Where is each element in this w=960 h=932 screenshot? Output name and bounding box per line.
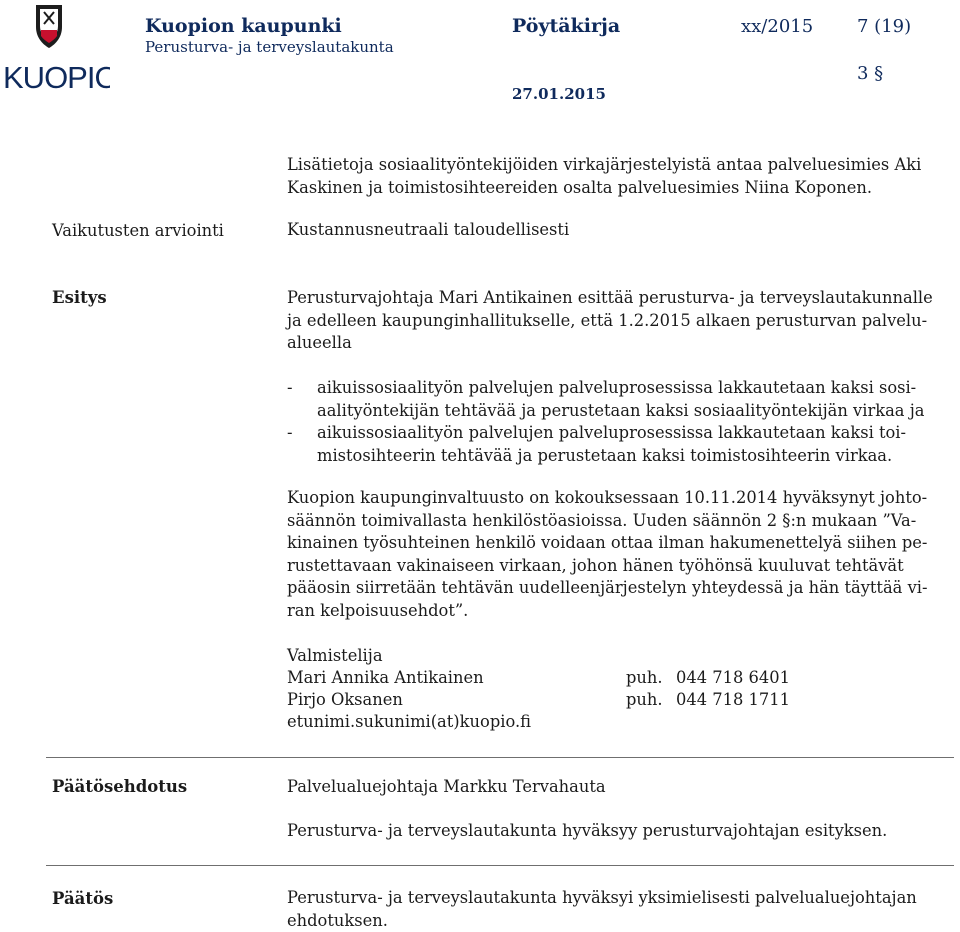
decision-line: ehdotuksen. — [287, 910, 388, 930]
contact-phone-label: puh. — [626, 690, 663, 709]
bullet-line: aalityöntekijän tehtävää ja perustetaan kaksi sosiaalityöntekijän virkaa ja — [317, 400, 925, 420]
kuopio-coat-of-arms-icon — [0, 0, 110, 100]
bullet-line: mistosihteerin tehtävää ja perustetaan kaksi toimistosihteerin virkaa. — [317, 445, 893, 465]
meeting-date: 27.01.2015 — [512, 85, 606, 103]
paragraph-line: ran kelpoisuusehdot”. — [287, 600, 469, 620]
logo-text: KUOPIO — [3, 60, 110, 95]
bullet-item — [317, 377, 924, 422]
proposal-intro — [287, 287, 933, 355]
org-name: Kuopion kaupunki — [145, 15, 342, 37]
contact-email: etunimi.sukunimi(at)kuopio.fi — [287, 712, 531, 731]
contact-phone: 044 718 6401 — [676, 668, 790, 687]
additional-info-line: Kaskinen ja toimistosihteereiden osalta palveluesimies Niina Koponen. — [287, 177, 873, 197]
paragraph-line: Kuopion kaupunginvaltuusto on kokouksessaan 10.11.2014 hyväksynyt johto- — [287, 488, 928, 507]
preparer-heading: Valmistelija — [287, 646, 383, 665]
impact-label: Vaikutusten arviointi — [52, 221, 224, 240]
board-name: Perusturva- ja terveyslautakunta — [145, 38, 394, 56]
additional-info — [287, 154, 921, 199]
impact-text: Kustannusneutraali taloudellisesti — [287, 220, 570, 239]
decision-proposal-author: Palvelualuejohtaja Markku Tervahauta — [287, 777, 606, 796]
doc-number: xx/2015 — [741, 16, 814, 37]
proposal-intro-line: ja edelleen kaupunginhallitukselle, että 1.2.2015 alkaen perusturvan palvelu- — [287, 310, 928, 330]
paragraph-line: pääosin siirretään tehtävän uudelleenjärjestelyn yhteydessä ja hän täyttää vi- — [287, 578, 928, 598]
proposal-intro-line: Perusturvajohtaja Mari Antikainen esittää perusturva- ja terveyslautakunnalle — [287, 288, 933, 307]
contact-name: Pirjo Oksanen — [287, 690, 403, 709]
paragraph-line: kinainen työsuhteinen henkilö voidaan ottaa ilman hakumenettelyä siihen pe- — [287, 533, 928, 553]
kuopio-logo — [0, 0, 110, 100]
additional-info-line: Lisätietoja sosiaalityöntekijöiden virkajärjestelyistä antaa palveluesimies Aki — [287, 155, 922, 174]
section-divider — [46, 757, 954, 758]
bullet-mark: - — [287, 423, 293, 442]
decision-proposal-text: Perusturva- ja terveyslautakunta hyväksyy perusturvajohtajan esityksen. — [287, 821, 888, 840]
bullet-line: aikuissosiaalityön palvelujen palveluprosessissa lakkautetaan kaksi sosi- — [317, 378, 917, 397]
bullet-item — [317, 422, 906, 467]
contact-phone: 044 718 1711 — [676, 690, 790, 709]
contact-name: Mari Annika Antikainen — [287, 668, 484, 687]
page-number: 7 (19) — [857, 16, 912, 37]
bullet-mark: - — [287, 378, 293, 397]
bullet-line: aikuissosiaalityön palvelujen palveluprosessissa lakkautetaan kaksi toi- — [317, 423, 907, 442]
doc-type: Pöytäkirja — [512, 15, 621, 37]
decision-label: Päätös — [52, 889, 114, 908]
section-number: 3 § — [857, 63, 884, 84]
paragraph-line: säännön toimivallasta henkilöstöasioissa. Uuden säännön 2 §:n mukaan ”Va- — [287, 510, 917, 530]
paragraph-line: rustettavaan vakinaiseen virkaan, johon hänen työhönsä kuuluvat tehtävät — [287, 555, 904, 575]
decision-line: Perusturva- ja terveyslautakunta hyväksyi yksimielisesti palvelualuejohtajan — [287, 888, 917, 907]
proposal-label: Esitys — [52, 288, 107, 307]
contact-phone-label: puh. — [626, 668, 663, 687]
regulation-paragraph — [287, 487, 927, 623]
decision-proposal-label: Päätösehdotus — [52, 777, 188, 796]
proposal-intro-line: alueella — [287, 333, 352, 353]
section-divider — [46, 865, 954, 866]
decision-text — [287, 887, 917, 932]
